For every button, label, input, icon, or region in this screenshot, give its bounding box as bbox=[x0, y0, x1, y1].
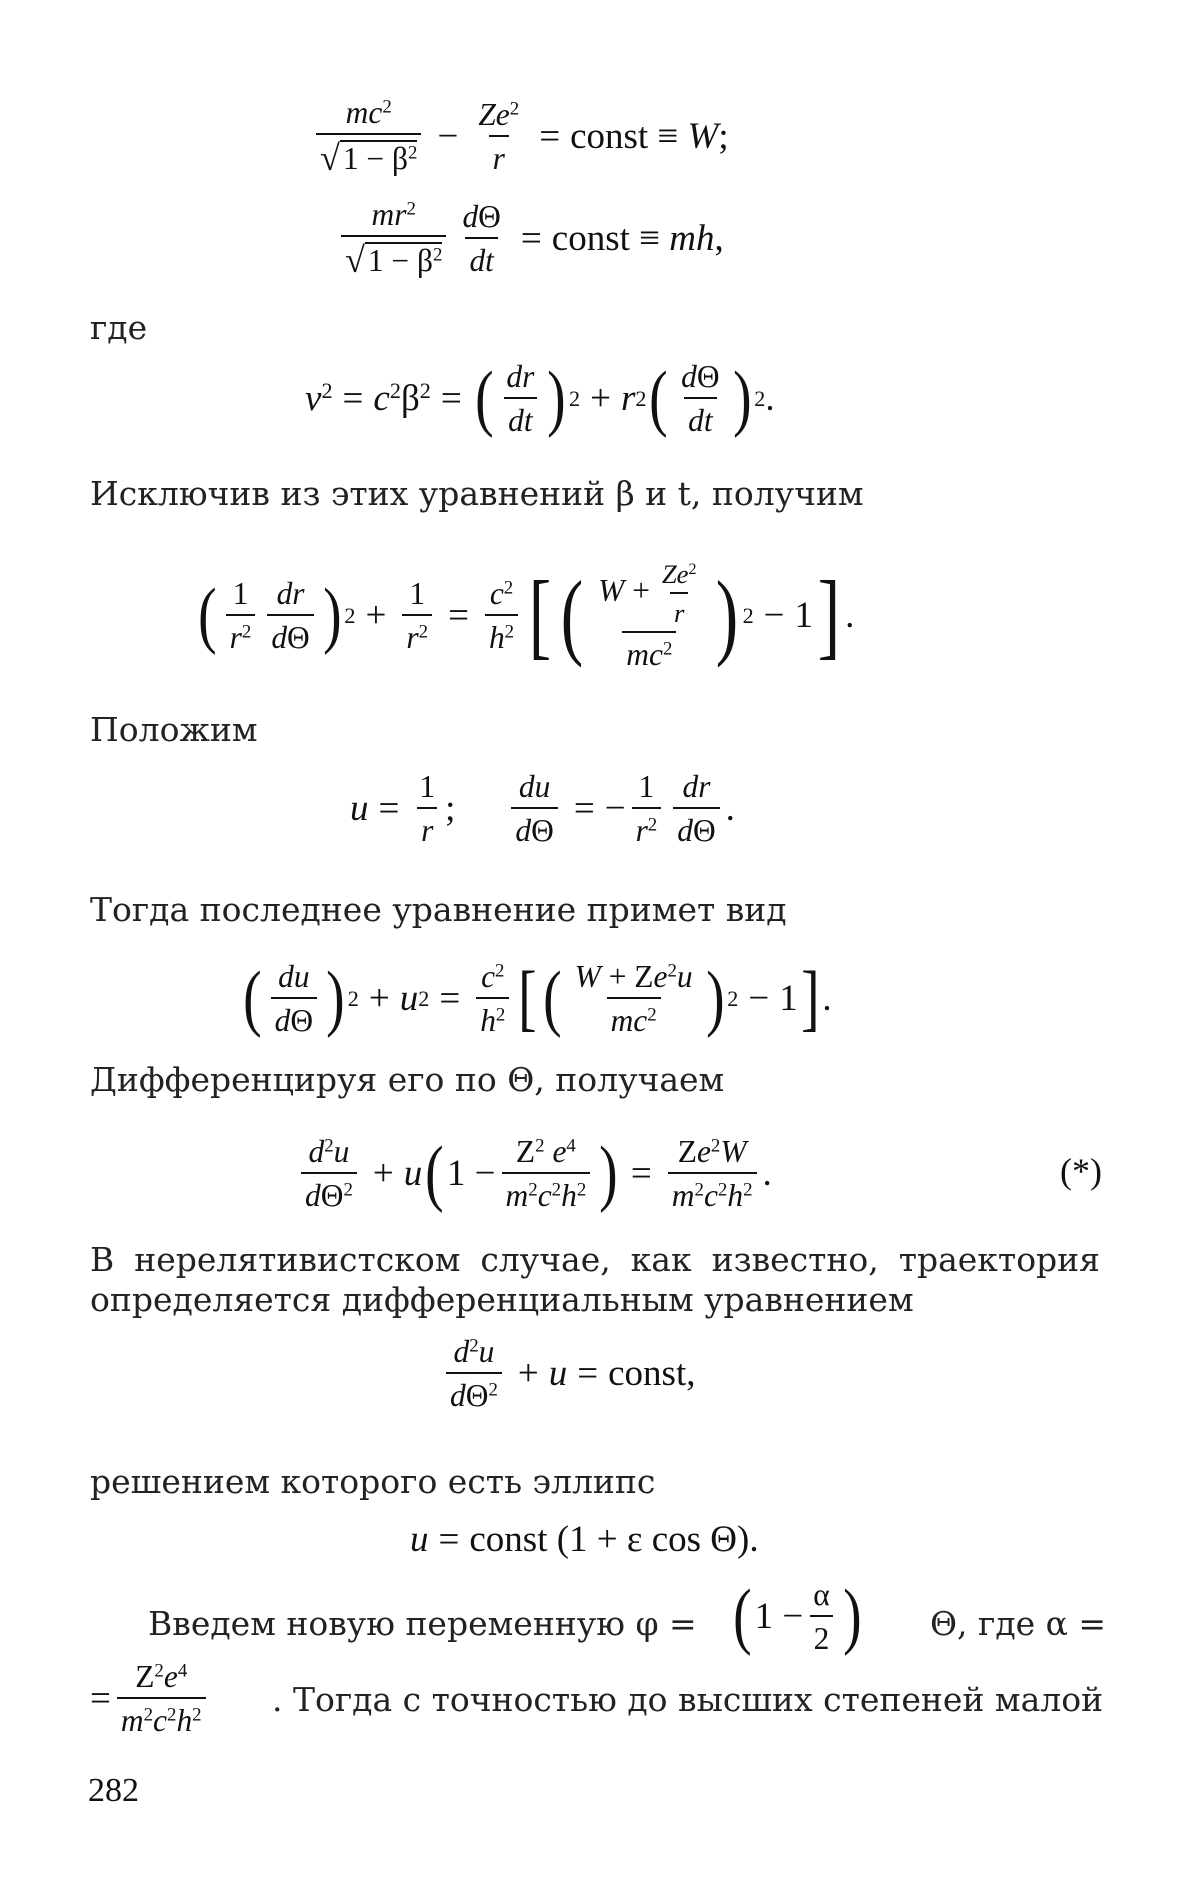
paragraph-iskluchiv: Исключив из этих уравнений β и t, получим bbox=[90, 474, 864, 513]
paragraph-resheniem: решением которого есть эллипс bbox=[90, 1462, 656, 1501]
paragraph-vvedem: Введем новую переменную φ = bbox=[148, 1604, 697, 1643]
word-gde: где bbox=[90, 308, 148, 347]
paragraph-togda-s: . Тогда с точностью до высших степеней малой bbox=[272, 1680, 1104, 1719]
paragraph-nerel-line1: В нерелятивистском случае, как известно, траектория bbox=[90, 1240, 1100, 1279]
equation-ellipse: u = const (1 + ε cos Θ). bbox=[410, 1519, 759, 1560]
equation-orbit-u: ( $\frac{du}{d\Theta}$ ) 2 + u 2 = $\frac{c^2}{h^2}$ [ ( $\frac{W + Ze^2u}{mc^2}$ ) 2 − 1 ] . bbox=[243, 956, 832, 1039]
equation-differential: $\frac{d^2u}{d\Theta^2}$ + u ( 1 − $\frac{Z^2 e^4}{m^2c^2h^2}$ ) = $\frac{Ze^2W}{m^2c^2h^2}$ . bbox=[295, 1135, 772, 1212]
word-polozhim: Положим bbox=[90, 710, 258, 749]
equation-energy: $mc^2$ √ $1 - \beta^2$ − $\frac{Ze^2}{r}$ = const ≡ W; bbox=[310, 96, 729, 176]
equation-tag: (*) bbox=[1060, 1151, 1102, 1191]
paragraph-gde-alpha: Θ, где α = bbox=[930, 1604, 1107, 1643]
paragraph-differ: Дифференцируя его по Θ, получаем bbox=[90, 1060, 725, 1099]
equation-nonrelativistic: $\frac{d^2u}{d\Theta^2}$ + u = const, bbox=[440, 1335, 695, 1412]
equation-phi: ( 1 − $\frac{\alpha}{2}$ ) bbox=[733, 1574, 862, 1657]
paragraph-nerel-line2: определяется дифференциальным уравнением bbox=[90, 1280, 914, 1319]
equation-velocity: $v^2$ = $c^2\beta^2$ = ( $\frac{dr}{dt}$ ) 2 + r 2 ( $\frac{d\Theta}{dt}$ ) 2 . bbox=[305, 356, 775, 439]
equation-orbit-r: ( $\frac{1}{r^2}$ $\frac{dr}{d\Theta}$ ) 2 + $\frac{1}{r^2}$ = $\frac{c^2}{h^2}$ [ ( W + $\frac{Ze^2}{r}$ $mc^2$ ) 2 − 1 ] . bbox=[198, 559, 855, 673]
equation-angular-momentum: $mr^2$ √ $1 - \beta^2$ $\frac{d\Theta}{dt}$ = const ≡ mh, bbox=[335, 198, 724, 278]
equation-alpha: = $\frac{Z^2e^4}{m^2c^2h^2}$ bbox=[90, 1660, 212, 1737]
page-number: 282 bbox=[88, 1772, 139, 1809]
paragraph-togda: Тогда последнее уравнение примет вид bbox=[90, 890, 787, 929]
equation-substitution: u = $\frac{1}{r}$ ; $\frac{du}{d\Theta}$ = − $\frac{1}{r^2}$ $\frac{dr}{d\Theta}$ . bbox=[350, 769, 735, 849]
